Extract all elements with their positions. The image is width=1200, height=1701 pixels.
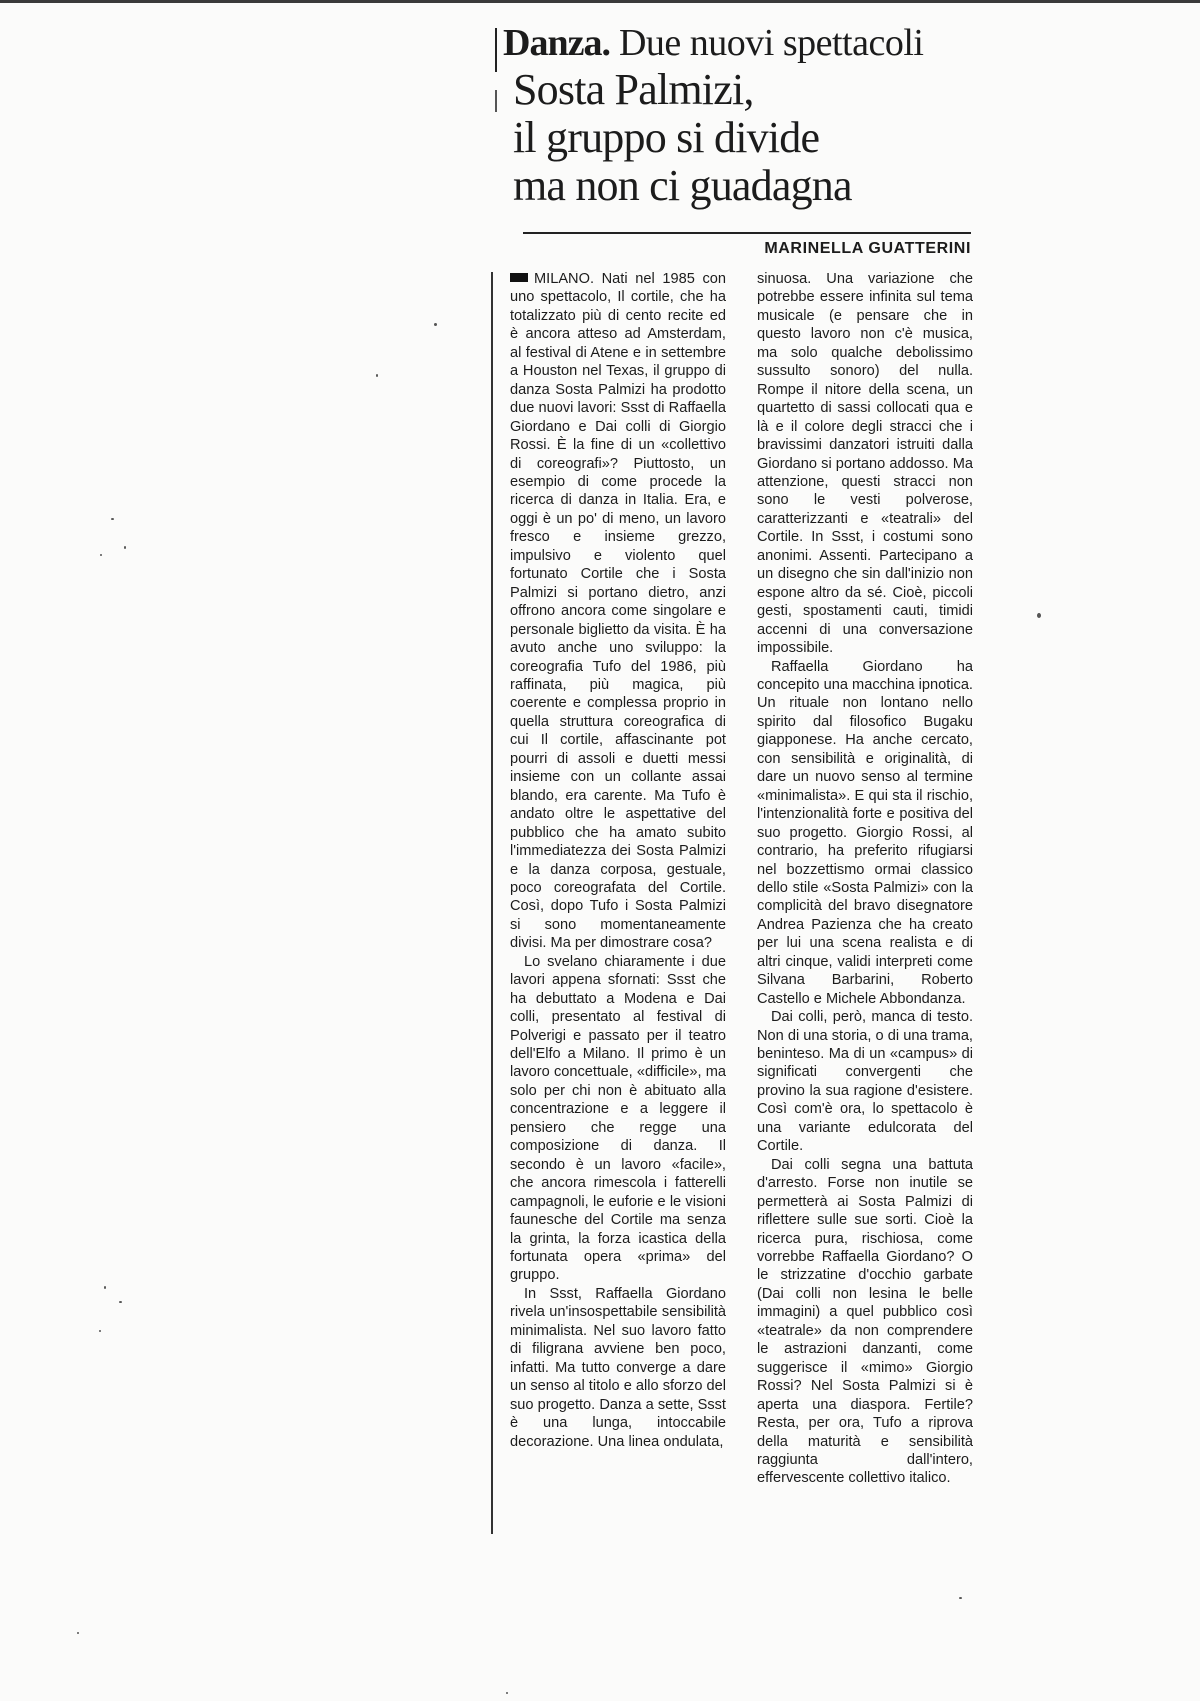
- byline: MARINELLA GUATTERINI: [764, 240, 971, 257]
- byline-rule: [523, 232, 971, 234]
- page-top-edge: [0, 0, 1200, 3]
- body-paragraph: sinuosa. Una variazione che potrebbe essere infinita sul tema musicale (e pensare che in questo lavoro non c'è musica, ma solo qualche debolissimo sussulto sonoro) del nulla. Rompe il nitore della scena, un quartetto di sassi collocati qua e là e il colore degli stracci che i bravissimi danzatori istruiti dalla Giordano si portano addosso. Ma attenzione, questi stracci non sono le vesti polverose, caratterizzanti e «teatrali» del Cortile. In Ssst, i costumi sono anonimi. Assenti. Partecipano a un disegno che sin dall'inizio non espone altro da sé. Cioè, piccoli gesti, spostamenti cauti, timidi accenni di una conversazione impossibile.: [757, 271, 973, 657]
- body-paragraph: Raffaella Giordano ha concepito una macchina ipnotica. Un rituale non lontano nello spirito dal filosofico Bugaku giapponese. Ha anche cercato, con sensibilità e originalità, di dare un nuovo senso al termine «minimalista». E qui sta il rischio, l'intenzionalità forte e positiva del suo progetto. Giorgio Rossi, al contrario, ha preferito rifugiarsi nel bozzettismo ormai classico dello stile «Sosta Palmizi» con la complicità del bravo disegnatore Andrea Pazienza che ha creato per lui una scena realista e di altri cinque, validi interpreti come Silvana Barbarini, Roberto Castello e Michele Abbondanza.: [757, 658, 973, 1007]
- section-label: Danza.: [503, 22, 610, 64]
- body-paragraph: Dai colli segna una battuta d'arresto. Forse non inutile se permetterà ai Sosta Palmizi di riflettere sulle sue sorti. Cioè la ricerca pura, rischiosa, come vorrebbe Raffaella Giordano? O le strizzatine d'occhio garbate (Dai colli non lesina le belle immagini) a quel pubblico così «teatrale» da non comprendere le astrazioni danzanti, come suggerisce il «mimo» Giorgio Rossi? Nel Sosta Palmizi si è aperta una diaspora. Fertile? Resta, per ora, Tufo a riprova della maturità e sensibilità raggiunta dall'intero, effervescente collettivo italico.: [757, 1156, 973, 1487]
- scan-speck: [119, 1301, 122, 1303]
- scan-speck: [506, 1692, 508, 1694]
- section-kicker: [503, 22, 923, 64]
- scan-speck: [434, 323, 437, 326]
- headline: [513, 66, 983, 210]
- scan-speck: [1037, 613, 1041, 618]
- scan-speck: [111, 518, 114, 520]
- margin-mark: [495, 90, 497, 112]
- article-column-2: [757, 270, 973, 1488]
- headline-line: il gruppo si divide: [513, 113, 820, 162]
- scan-speck: [100, 554, 102, 556]
- scan-speck: [376, 374, 378, 377]
- scan-speck: [124, 546, 126, 549]
- column-rule: [491, 272, 493, 1534]
- headline-line: Sosta Palmizi,: [513, 65, 754, 114]
- scan-speck: [104, 1286, 106, 1289]
- lead-marker-icon: [510, 273, 528, 282]
- article-column-1: [510, 270, 726, 1451]
- headline-line: ma non ci guadagna: [513, 161, 852, 210]
- paragraph-text: MILANO. Nati nel 1985 con uno spettacolo, Il cortile, che ha totalizzato più di cento recite ed è ancora atteso ad Amsterdam, al festival di Atene e in settembre a Houston nel Texas, il gruppo di danza Sosta Palmizi ha prodotto due nuovi lavori: Ssst di Raffaella Giordano e Dai colli di Giorgio Rossi. È la fine di un «collettivo di coreografi»? Piuttosto, un esempio di come procede la ricerca di danza in Italia. Era, e oggi è un po' di meno, un lavoro fresco e insieme grezzo, impulsivo e violento quel fortunato Cortile che i Sosta Palmizi si portano dietro, anzi offrono ancora come singolare e personale biglietto da visita. È ha avuto anche uno sviluppo: la coreografia Tufo del 1986, più raffinata, più magica, più coerente e complessa proprio in quella struttura coreografica di cui Il cortile, affascinante pot pourri di assoli e duetti messi insieme con un collante assai blando, era carente. Ma Tufo è andato oltre le aspettative del pubblico che ha amato subito l'immediatezza dei Sosta Palmizi e la danza corposa, gestuale, poco coreografata del Cortile. Così, dopo Tufo i Sosta Palmizi si sono momentaneamente divisi. Ma per dimostrare cosa?: [510, 271, 726, 952]
- section-subtitle: Due nuovi spettacoli: [618, 22, 924, 64]
- body-paragraph: [510, 270, 726, 953]
- body-paragraph: In Ssst, Raffaella Giordano rivela un'insospettabile sensibilità minimalista. Nel suo lavoro fatto di filigrana avviene ben poco, infatti. Ma tutto converge a dare un senso al titolo e allo sforzo del suo progetto. Danza a sette, Ssst è una lunga, intoccabile decorazione. Una linea ondulata,: [510, 1285, 726, 1450]
- scan-speck: [99, 1330, 101, 1332]
- body-paragraph: Lo svelano chiaramente i due lavori appena sfornati: Ssst che ha debuttato a Modena e Dai colli, presentato al festival di Polverigi e passato per il teatro dell'Elfo a Milano. Il primo è un lavoro concettuale, «difficile», ma solo per chi non è abituato alla concentrazione e a leggere il pensiero che regge una composizione di danza. Il secondo è un lavoro «facile», che ancora rimescola i fatterelli campagnoli, le euforie e le visioni faunesche del Cortile ma senza la grinta, la forza icastica della fortunata opera «prima» del gruppo.: [510, 953, 726, 1284]
- body-paragraph: Dai colli, però, manca di testo. Non di una storia, o di una trama, beninteso. Ma di un «campus» di significati convergenti che provino la sua ragione d'esistere. Così com'è ora, lo spettacolo è una variante edulcorata del Cortile.: [757, 1009, 973, 1155]
- margin-mark: [495, 28, 497, 72]
- scan-speck: [77, 1632, 79, 1634]
- scan-speck: [959, 1597, 962, 1599]
